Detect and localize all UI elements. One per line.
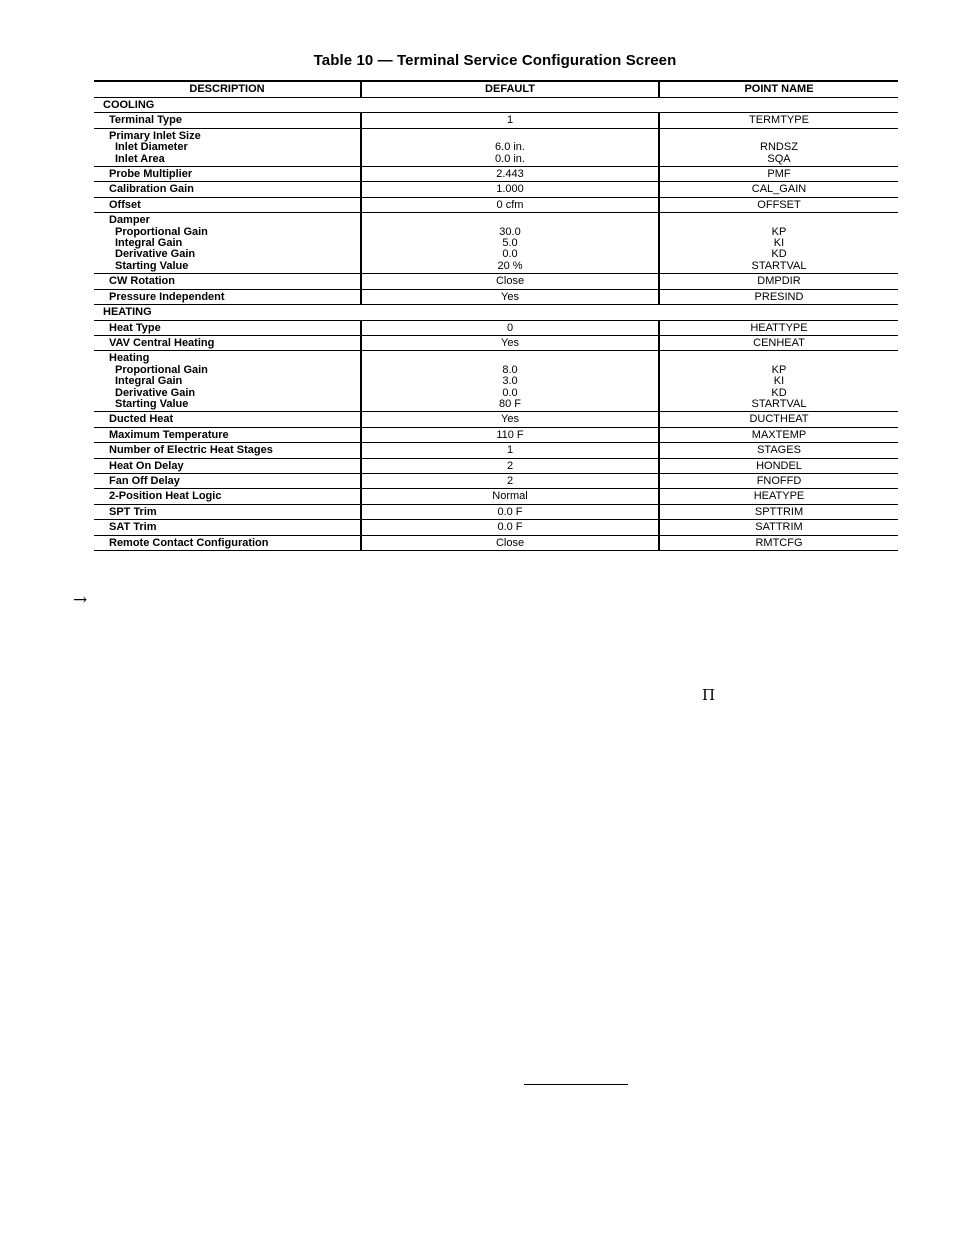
description-cell xyxy=(94,489,361,504)
default-cell xyxy=(361,320,659,335)
point-name-value: FNOFFD xyxy=(756,474,802,487)
default-cell xyxy=(361,274,659,289)
table-row xyxy=(94,504,898,519)
default-value: 0 xyxy=(506,321,514,334)
description-cell xyxy=(94,443,361,458)
table-row xyxy=(94,427,898,442)
point-name-cell xyxy=(659,289,898,304)
table-row xyxy=(94,274,898,289)
default-cell xyxy=(361,167,659,182)
description-label: Ducted Heat xyxy=(109,413,174,426)
description-cell xyxy=(94,427,361,442)
point-name-value: DUCTHEAT xyxy=(749,413,809,426)
description-cell xyxy=(94,535,361,550)
default-value: 0.0 in. xyxy=(495,152,525,165)
description-sublabel: Derivative Gain xyxy=(115,248,196,261)
table-row xyxy=(94,489,898,504)
point-name-cell xyxy=(659,335,898,350)
section-label: HEATING xyxy=(94,305,898,320)
description-label: Remote Contact Configuration xyxy=(109,536,269,549)
default-cell xyxy=(361,443,659,458)
terminal-service-configuration-table xyxy=(94,80,898,551)
default-cell xyxy=(361,113,659,128)
description-sublabel: Integral Gain xyxy=(115,237,183,250)
description-cell xyxy=(94,351,361,412)
default-value: 110 F xyxy=(496,428,524,441)
default-value: 2 xyxy=(506,459,514,472)
point-name-cell xyxy=(659,351,898,412)
default-value: 6.0 in. xyxy=(495,141,525,154)
point-name-cell xyxy=(659,443,898,458)
point-name-cell xyxy=(659,274,898,289)
point-name-value: SPTTRIM xyxy=(754,505,804,518)
point-name-cell xyxy=(659,197,898,212)
description-sublabel: Derivative Gain xyxy=(115,386,196,399)
default-value: 8.0 xyxy=(502,363,518,376)
default-value: 0.0 xyxy=(502,386,518,399)
default-value: 1 xyxy=(506,444,514,457)
point-name-cell xyxy=(659,213,898,274)
default-value: 3.0 xyxy=(502,375,518,388)
table-title: Table 10 — Terminal Service Configuration Screen xyxy=(313,52,677,69)
description-label: Probe Multiplier xyxy=(109,168,193,181)
table-row xyxy=(94,113,898,128)
section-row-heating xyxy=(94,305,898,320)
table-row xyxy=(94,128,898,166)
description-label: Heat Type xyxy=(109,321,161,334)
description-cell xyxy=(94,335,361,350)
point-name-cell xyxy=(659,113,898,128)
table-row xyxy=(94,351,898,412)
point-name-cell xyxy=(659,458,898,473)
description-sublabel: Inlet Diameter xyxy=(115,141,188,154)
description-label: Damper xyxy=(109,214,150,227)
header-point-name: POINT NAME xyxy=(659,81,898,98)
default-cell xyxy=(361,473,659,488)
default-value: 0 cfm xyxy=(496,198,524,211)
table-row xyxy=(94,443,898,458)
description-label: Heating xyxy=(109,352,150,365)
default-value: 30.0 xyxy=(499,225,521,238)
point-name-value: STARTVAL xyxy=(751,397,807,410)
point-name-cell xyxy=(659,489,898,504)
description-label: Terminal Type xyxy=(109,114,182,127)
point-name-value: SATTRIM xyxy=(755,521,803,534)
description-cell xyxy=(94,128,361,166)
point-name-value: KI xyxy=(773,375,785,388)
table-row xyxy=(94,167,898,182)
table-row xyxy=(94,320,898,335)
point-name-value: DMPDIR xyxy=(757,275,801,288)
description-sublabel: Proportional Gain xyxy=(115,225,208,238)
description-cell xyxy=(94,520,361,535)
default-cell xyxy=(361,289,659,304)
point-name-cell xyxy=(659,504,898,519)
default-value: 2.443 xyxy=(496,168,524,181)
default-cell xyxy=(361,520,659,535)
table-row xyxy=(94,335,898,350)
default-value: Normal xyxy=(492,490,528,503)
point-name-cell xyxy=(659,427,898,442)
point-name-value: KD xyxy=(771,248,787,261)
description-label: VAV Central Heating xyxy=(109,336,215,349)
default-value: 80 F xyxy=(498,397,521,410)
description-cell xyxy=(94,197,361,212)
point-name-value: HONDEL xyxy=(756,459,802,472)
description-cell xyxy=(94,458,361,473)
table-row xyxy=(94,458,898,473)
table-body xyxy=(94,98,898,551)
description-cell xyxy=(94,320,361,335)
description-cell xyxy=(94,113,361,128)
table-row xyxy=(94,412,898,427)
description-label: Offset xyxy=(109,198,141,211)
point-name-value: KI xyxy=(773,237,785,250)
description-sublabel: Proportional Gain xyxy=(115,363,208,376)
default-cell xyxy=(361,427,659,442)
point-name-value: HEATYPE xyxy=(753,490,805,503)
default-cell xyxy=(361,504,659,519)
table-row xyxy=(94,473,898,488)
description-cell xyxy=(94,412,361,427)
default-cell xyxy=(361,197,659,212)
default-value: 20 % xyxy=(497,259,523,272)
header-description: DESCRIPTION xyxy=(94,81,361,98)
point-name-value: TERMTYPE xyxy=(749,114,809,127)
description-cell xyxy=(94,167,361,182)
description-cell xyxy=(94,473,361,488)
description-cell xyxy=(94,504,361,519)
point-name-cell xyxy=(659,128,898,166)
description-label: Fan Off Delay xyxy=(109,474,180,487)
default-cell xyxy=(361,351,659,412)
description-label: Number of Electric Heat Stages xyxy=(109,444,273,457)
description-label: 2-Position Heat Logic xyxy=(109,490,222,503)
table-header-row xyxy=(94,81,898,98)
point-name-value: STAGES xyxy=(757,444,801,457)
configuration-table-wrapper xyxy=(94,80,898,551)
point-name-value: PRESIND xyxy=(754,290,804,303)
default-value: 0.0 xyxy=(502,248,518,261)
point-name-value: KD xyxy=(771,386,787,399)
right-arrow-symbol: → xyxy=(73,590,88,610)
point-name-cell xyxy=(659,520,898,535)
default-cell xyxy=(361,182,659,197)
default-cell xyxy=(361,489,659,504)
point-name-cell xyxy=(659,535,898,550)
pi-symbol: Π xyxy=(702,686,716,704)
default-value: 1.000 xyxy=(496,183,524,196)
description-label: Primary Inlet Size xyxy=(109,129,201,142)
point-name-cell xyxy=(659,412,898,427)
point-name-value: MAXTEMP xyxy=(751,428,807,441)
point-name-value: PMF xyxy=(767,168,791,181)
point-name-value: KP xyxy=(771,363,787,376)
description-cell xyxy=(94,182,361,197)
point-name-value: RMTCFG xyxy=(755,536,803,549)
description-label: Calibration Gain xyxy=(109,183,194,196)
point-name-value: KP xyxy=(771,225,787,238)
description-label: SPT Trim xyxy=(109,505,157,518)
description-label: Heat On Delay xyxy=(109,459,184,472)
default-cell xyxy=(361,128,659,166)
table-row xyxy=(94,197,898,212)
section-label: COOLING xyxy=(94,98,898,113)
point-name-cell xyxy=(659,182,898,197)
description-cell xyxy=(94,213,361,274)
default-value: Yes xyxy=(501,413,519,426)
default-value: 5.0 xyxy=(502,237,518,250)
point-name-cell xyxy=(659,473,898,488)
default-cell xyxy=(361,213,659,274)
default-value: 0.0 F xyxy=(497,521,523,534)
description-sublabel: Integral Gain xyxy=(115,375,183,388)
description-sublabel: Inlet Area xyxy=(115,152,165,165)
description-label: Maximum Temperature xyxy=(109,428,229,441)
default-cell xyxy=(361,412,659,427)
default-value: Close xyxy=(495,536,525,549)
default-value: Yes xyxy=(501,290,519,303)
description-sublabel: Starting Value xyxy=(115,259,189,272)
point-name-value: CAL_GAIN xyxy=(751,183,807,196)
point-name-value: SQA xyxy=(767,152,791,165)
table-row xyxy=(94,535,898,550)
table-row xyxy=(94,182,898,197)
description-sublabel: Starting Value xyxy=(115,397,189,410)
point-name-value: RNDSZ xyxy=(760,141,798,154)
description-label: CW Rotation xyxy=(109,275,175,288)
point-name-cell xyxy=(659,167,898,182)
default-cell xyxy=(361,458,659,473)
description-cell xyxy=(94,289,361,304)
point-name-value: OFFSET xyxy=(757,198,801,211)
default-cell xyxy=(361,335,659,350)
table-row xyxy=(94,213,898,274)
header-default: DEFAULT xyxy=(361,81,659,98)
default-value: 2 xyxy=(506,474,514,487)
default-value: Yes xyxy=(501,336,519,349)
description-label: SAT Trim xyxy=(109,521,157,534)
point-name-value: STARTVAL xyxy=(751,259,807,272)
table-row xyxy=(94,520,898,535)
default-value: 1 xyxy=(506,114,514,127)
default-value: Close xyxy=(495,275,525,288)
point-name-value: CENHEAT xyxy=(753,336,805,349)
description-label: Pressure Independent xyxy=(109,290,225,303)
default-value: 0.0 F xyxy=(497,505,523,518)
description-cell xyxy=(94,274,361,289)
point-name-cell xyxy=(659,320,898,335)
default-cell xyxy=(361,535,659,550)
point-name-value: HEATTYPE xyxy=(750,321,808,334)
table-row xyxy=(94,289,898,304)
footnote-rule xyxy=(524,1084,628,1085)
section-row-cooling xyxy=(94,98,898,113)
